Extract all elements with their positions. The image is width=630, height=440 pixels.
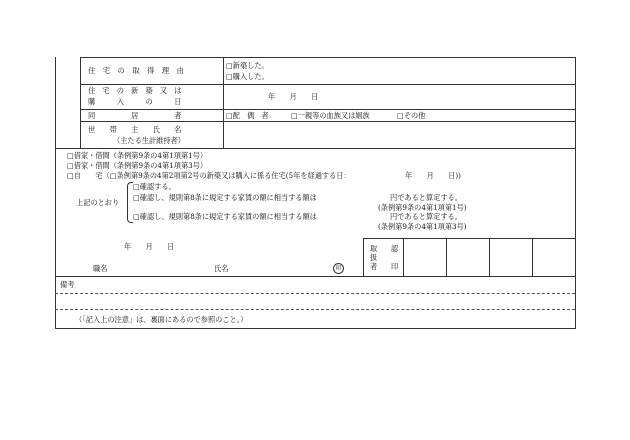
above-label: 上記のとおり — [76, 198, 120, 207]
build-date-label-line1: 住 宅 の 新 築 又 は — [88, 86, 182, 95]
signature-date[interactable]: 年 月 日 — [124, 242, 175, 251]
stamp-line — [363, 238, 575, 239]
stamp-label-2: 扱 — [370, 253, 378, 262]
name-label: 氏名 — [214, 264, 229, 273]
option-newly-built[interactable]: □新築した。 — [226, 61, 269, 70]
table-line — [575, 57, 576, 329]
table-line — [55, 276, 575, 277]
option-purchased[interactable]: □購入した。 — [226, 72, 269, 81]
build-date-value[interactable]: 年 月 日 — [268, 92, 319, 101]
option-confirm-calc-3[interactable]: □確認し、規則第8条に規定する家賃の額に相当する額は — [133, 212, 317, 221]
stamp-label-5: 印 — [391, 262, 399, 271]
calc-3-ref: (条例第9条の4第1項第3号) — [378, 222, 467, 231]
householder-sublabel: （主たる生計維持者） — [113, 136, 185, 145]
table-line — [80, 121, 575, 122]
cohabitant-label: 同 居 者 — [88, 111, 182, 120]
table-line — [55, 328, 575, 329]
option-other[interactable]: □その他 — [397, 111, 426, 120]
calc-1-ref: (条例第9条の4第1項第1号) — [378, 203, 467, 212]
table-line — [55, 148, 575, 149]
table-line — [80, 109, 575, 110]
stamp-line — [532, 238, 533, 276]
option-rental-3[interactable]: □借家・借間（条例第9条の4第1項第3号） — [67, 161, 208, 170]
option-spouse[interactable]: □配 偶 者 — [226, 111, 269, 120]
table-line — [80, 84, 575, 85]
calc-3-amount: 円であると算定する。 — [390, 212, 462, 221]
table-line — [80, 57, 575, 58]
remarks-label: 備考 — [60, 280, 75, 289]
option-confirm[interactable]: □確認する。 — [133, 182, 176, 191]
calc-1-amount: 円であると算定する。 — [390, 193, 462, 202]
stamp-line — [489, 238, 490, 276]
option-own-home[interactable]: □自 宅（□条例第9条の4第2項第2号の新築又は購入に係る住宅(5年を経過する日： — [67, 171, 351, 180]
table-line — [223, 57, 224, 148]
stamp-label-4: 認 — [391, 244, 399, 253]
stamp-line — [446, 238, 447, 276]
table-line — [80, 57, 81, 148]
build-date-label-line2: 購 入 の 日 — [88, 97, 182, 106]
stamp-line — [403, 238, 404, 276]
option-rental-1[interactable]: □借家・借間（条例第9条の4第1項第1号） — [67, 151, 208, 160]
option-confirm-calc-1[interactable]: □確認し、規則第8条に規定する家賃の額に相当する額は — [133, 193, 317, 202]
dashed-line — [55, 293, 575, 294]
stamp-label-3: 者 — [370, 262, 378, 271]
instructions-note: （「記入上の注意」は、裏面にあるので参照のこと。） — [75, 315, 248, 324]
table-line — [55, 57, 56, 329]
dashed-line — [55, 309, 575, 310]
seal-icon: 印 — [333, 263, 344, 274]
acquisition-reason-label: 住 宅 の 取 得 理 由 — [88, 66, 185, 75]
title-label: 職名 — [93, 264, 108, 273]
householder-name-label: 世 帯 主 氏 名 — [88, 125, 182, 134]
stamp-line — [363, 238, 364, 276]
own-home-date[interactable]: 年 月 日)) — [405, 171, 461, 180]
stamp-label-1: 取 — [370, 244, 378, 253]
option-first-degree-relative[interactable]: □一親等の血族又は姻族 — [291, 111, 370, 120]
